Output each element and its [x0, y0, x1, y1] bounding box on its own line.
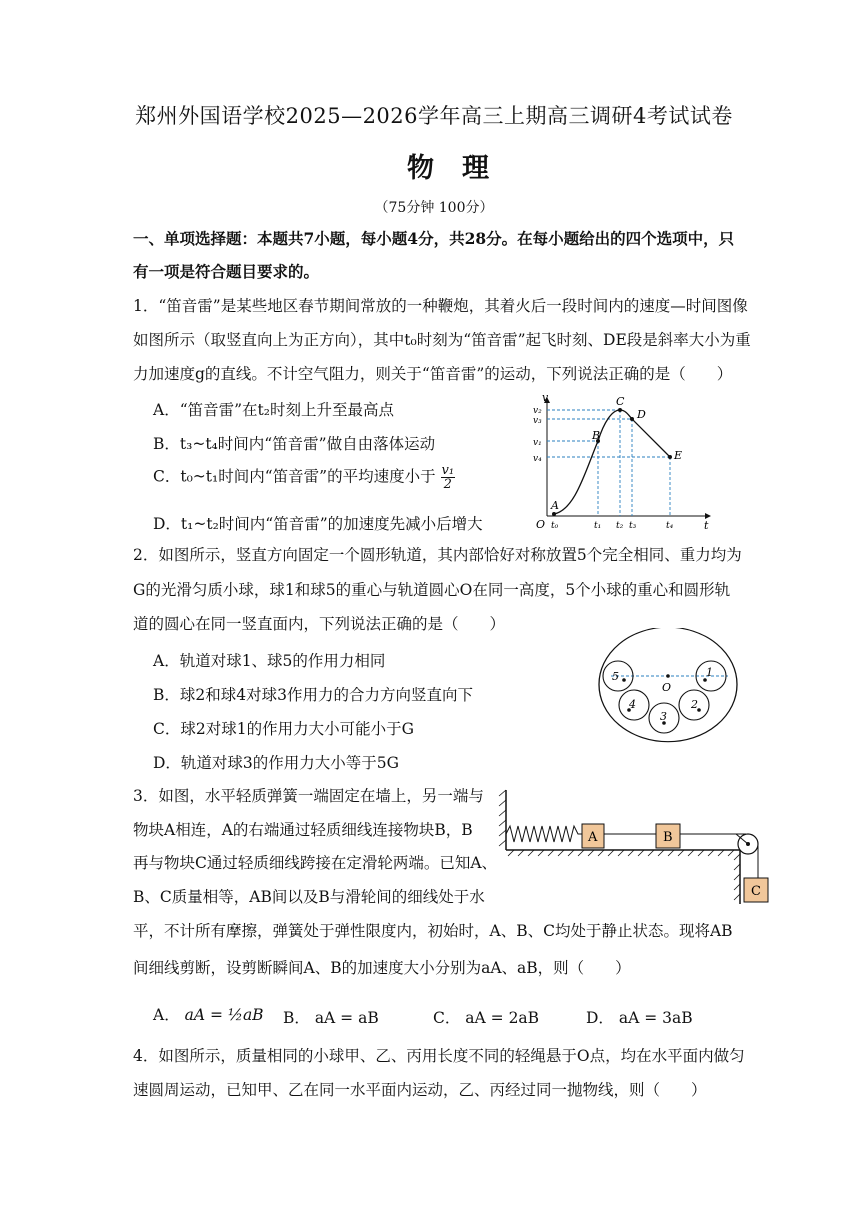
point-e-label: E [674, 449, 683, 462]
dashed-guides [547, 410, 670, 516]
v-axis-label: v [542, 392, 549, 404]
q2-option-b: B．球2和球4对球3作用力的合力方向竖直向下 [153, 686, 473, 704]
exam-title: 郑州外国语学校2025—2026学年高三上期高三调研4考试试卷 [135, 104, 733, 128]
q3-pulley-diagram [496, 786, 770, 906]
q2-option-c: C．球2对球1的作用力大小可能小于G [153, 720, 414, 738]
q4-stem-line2: 速圆周运动，已知甲、乙在同一水平面内运动，乙、丙经过同一抛物线，则（ ） [133, 1081, 707, 1099]
q3-stem-line2: 物块A相连，A的右端通过轻质细线连接物块B，B [133, 821, 473, 839]
t4-label: t₄ [666, 521, 674, 531]
q2-option-d: D．轨道对球3的作用力大小等于5G [153, 754, 400, 772]
ball-4-label: 4 [629, 698, 636, 711]
ball-3-label: 3 [660, 710, 667, 723]
q3-stem-line3: 再与物块C通过轻质细线跨接在定滑轮两端。已知A、 [133, 854, 498, 872]
q3-stem-line4: B、C质量相等，AB间以及B与滑轮间的细线处于水 [133, 888, 485, 906]
q1-stem-line1: 1．“笛音雷”是某些地区春节期间常放的一种鞭炮，其着火后一段时间内的速度—时间图像 [133, 297, 748, 315]
q1-option-a: A．“笛音雷”在t₂时刻上升至最高点 [153, 401, 394, 419]
t2-label: t₂ [616, 521, 624, 531]
q3-option-a-expr: aA = ½aB [184, 1006, 264, 1024]
q1-stem-line3: 力加速度g的直线。不计空气阻力，则关于“笛音雷”的运动，下列说法正确的是（ ） [133, 365, 733, 383]
velocity-curve [554, 410, 670, 514]
q1-option-c-text: C．t₀~t₁时间内“笛音雷”的平均速度小于 [153, 467, 436, 486]
t3-label: t₃ [629, 521, 637, 531]
q3-option-a [153, 1003, 264, 1025]
fraction-denominator: 2 [443, 477, 452, 492]
v2-label: v₂ [533, 406, 542, 416]
point-b-label: B [592, 429, 601, 442]
q2-stem-line3: 道的圆心在同一竖直面内，下列说法正确的是（ ） [133, 615, 506, 633]
q1-stem-line2: 如图所示（取竖直向上为正方向），其中t₀时刻为“笛音雷”起飞时刻、DE段是斜率大小为重 [133, 331, 751, 349]
q2-option-a: A．轨道对球1、球5的作用力相同 [153, 652, 386, 670]
q1-option-b: B．t₃~t₄时间内“笛音雷”做自由落体运动 [153, 435, 436, 453]
q2-stem-line2: G的光滑匀质小球，球1和球5的重心与轨道圆心O在同一高度，5个小球的重心和圆形轨 [133, 581, 731, 599]
origin-label: O [536, 518, 546, 531]
block-a-label: A [588, 830, 598, 845]
point-d-label: D [637, 408, 646, 421]
t-axis-label: t [704, 519, 709, 532]
ball-2-label: 2 [691, 698, 698, 711]
q3-option-c: C． aA = 2aB [433, 1009, 540, 1027]
q1-option-c [153, 464, 455, 491]
q2-stem-line1: 2．如图所示，竖直方向固定一个圆形轨道，其内部恰好对称放置5个完全相同、重力均为 [133, 546, 742, 564]
v1-label: v₁ [533, 438, 542, 448]
v3-label: v₃ [533, 416, 542, 426]
center-label: O [662, 681, 672, 694]
q3-option-d: D． aA = 3aB [586, 1009, 693, 1027]
q3-option-a-label: A． [153, 1006, 180, 1024]
q2-circle-diagram [596, 628, 742, 746]
q1-option-d: D．t₁~t₂时间内“笛音雷”的加速度先减小后增大 [153, 515, 483, 533]
q1-option-c-fraction [441, 464, 456, 491]
point-c-label: C [616, 395, 625, 408]
q3-stem-line1: 3．如图，水平轻质弹簧一端固定在墙上，另一端与 [133, 787, 484, 805]
spring [506, 826, 582, 842]
q3-stem-line5: 平，不计所有摩擦，弹簧处于弹性限度内，初始时，A、B、C均处于静止状态。现将AB [133, 922, 733, 940]
q3-stem-line6: 间细线剪断，设剪断瞬间A、B的加速度大小分别为aA、aB，则（ ） [133, 959, 631, 977]
point-a-label: A [551, 499, 559, 512]
q1-vt-graph [530, 392, 720, 532]
ball-5-label: 5 [612, 670, 619, 683]
block-c-label: C [751, 884, 761, 899]
t1-label: t₁ [594, 521, 602, 531]
fraction-numerator: v₁ [441, 463, 455, 478]
q4-stem-line1: 4．如图所示，质量相同的小球甲、乙、丙用长度不同的轻绳悬于O点，均在水平面内做匀 [133, 1047, 745, 1065]
v4-label: v₄ [533, 454, 542, 464]
exam-duration: （75分钟 100分） [374, 200, 494, 216]
block-b-label: B [663, 830, 673, 845]
section-heading: 一、单项选择题：本题共7小题，每小题4分，共28分。在每小题给出的四个选项中，只 [133, 229, 735, 248]
q3-option-b: B． aA = aB [283, 1009, 379, 1027]
t0-label: t₀ [551, 521, 559, 531]
ball-1-label: 1 [706, 666, 713, 679]
section-heading-cont: 有一项是符合题目要求的。 [133, 262, 320, 281]
subject-title: 物理 [407, 153, 517, 184]
